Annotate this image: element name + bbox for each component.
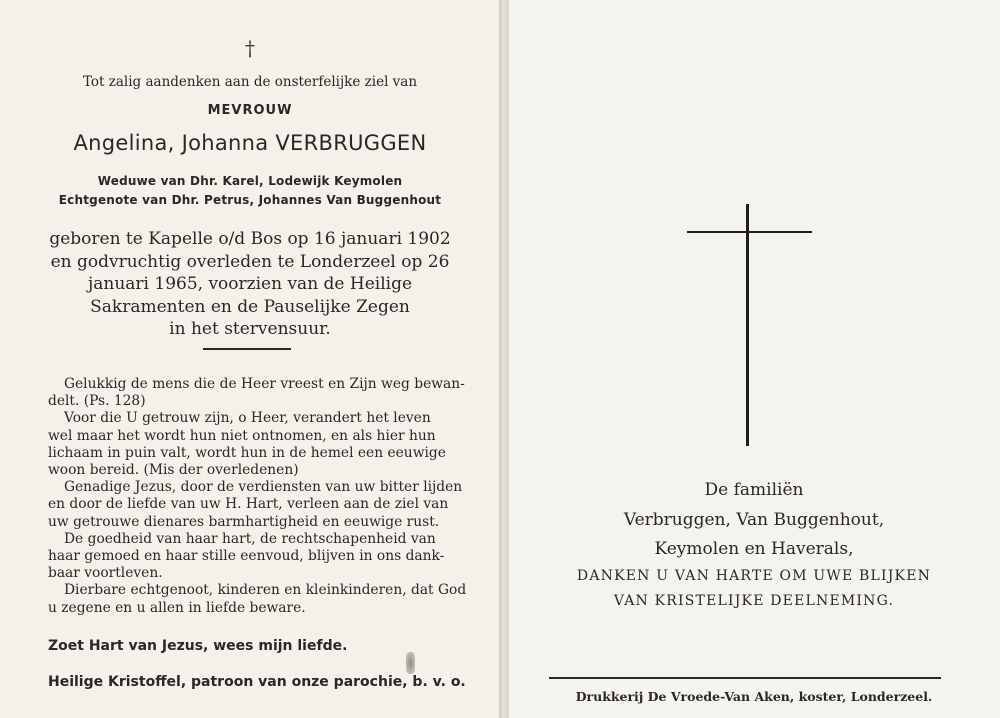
prayer-line: baar voortleven.: [48, 565, 163, 582]
bio-line: Sakramenten en de Pauselijke Zegen: [90, 296, 410, 317]
closing-invocation: Zoet Hart van Jezus, wees mijn liefde.: [48, 638, 348, 654]
prayer-line: Genadige Jezus, door de verdiensten van uw bitter lijden: [64, 479, 463, 496]
prayer-line: Voor die U getrouw zijn, o Heer, verandert het leven: [64, 410, 431, 427]
prayer-line: Dierbare echtgenoot, kinderen en kleinkinderen, dat God: [64, 582, 467, 599]
right-page: [508, 0, 1000, 718]
prayer-line: De goedheid van haar hart, de rechtschapenheid van: [64, 530, 436, 547]
prayer-line: en door de liefde van uw H. Hart, verleen aan de ziel van: [48, 496, 449, 513]
families-heading: De familiën: [704, 480, 804, 500]
title-mevrouw: MEVROUW: [207, 103, 293, 118]
small-cross-icon: †: [245, 36, 255, 60]
bio-line: geboren te Kapelle o/d Bos op 16 januari 1902: [49, 229, 451, 249]
printer-rule: [549, 677, 941, 679]
relation-spouse: Echtgenote van Dhr. Petrus, Johannes Van Buggenhout: [58, 193, 442, 207]
divider-rule: [203, 348, 291, 350]
prayer-text: [48, 376, 467, 617]
prayer-line: woon bereid. (Mis der overledenen): [48, 462, 299, 479]
bio-line: januari 1965, voorzien van de Heilige: [87, 274, 413, 294]
large-cross-bar: [687, 231, 812, 233]
prayer-line: uw getrouwe dienares barmhartigheid en eeuwige rust.: [48, 513, 440, 530]
bio-line: in het stervensuur.: [169, 319, 331, 339]
deceased-name: Angelina, Johanna VERBRUGGEN: [73, 131, 427, 155]
thanks-line-2: VAN KRISTELIJKE DEELNEMING.: [613, 593, 895, 609]
thanks-line-1: DANKEN U VAN HARTE OM UWE BLIJKEN: [576, 568, 932, 584]
large-cross-icon: [746, 204, 749, 446]
biography: [0, 228, 500, 341]
family-names-2: Keymolen en Haverals,: [654, 539, 854, 559]
prayer-line: delt. (Ps. 128): [48, 393, 146, 410]
prayer-line: wel maar het wordt hun niet ontnomen, en als hier hun: [48, 427, 436, 444]
bio-line: en godvruchtig overleden te Londerzeel op 26: [50, 251, 450, 272]
family-names-1: Verbruggen, Van Buggenhout,: [623, 510, 885, 530]
prayer-line: haar gemoed en haar stille eenvoud, blijven in ons dank-: [48, 548, 445, 565]
card-fold: [499, 0, 509, 718]
prayer-line: Gelukkig de mens die de Heer vreest en Zijn weg bewan-: [64, 376, 465, 392]
prayer-line: lichaam in puin valt, wordt hun in de hemel een eeuwige: [48, 444, 446, 461]
relation-widow: Weduwe van Dhr. Karel, Lodewijk Keymolen: [97, 174, 403, 188]
ink-smudge: [406, 652, 415, 674]
printer-credit: Drukkerij De Vroede-Van Aken, koster, Londerzeel.: [575, 689, 933, 704]
patron-invocation: Heilige Kristoffel, patroon van onze parochie, b. v. o.: [48, 674, 466, 690]
intro-line: Tot zalig aandenken aan de onsterfelijke ziel van: [82, 74, 418, 90]
prayer-line: u zegene en u allen in liefde beware.: [48, 599, 306, 616]
